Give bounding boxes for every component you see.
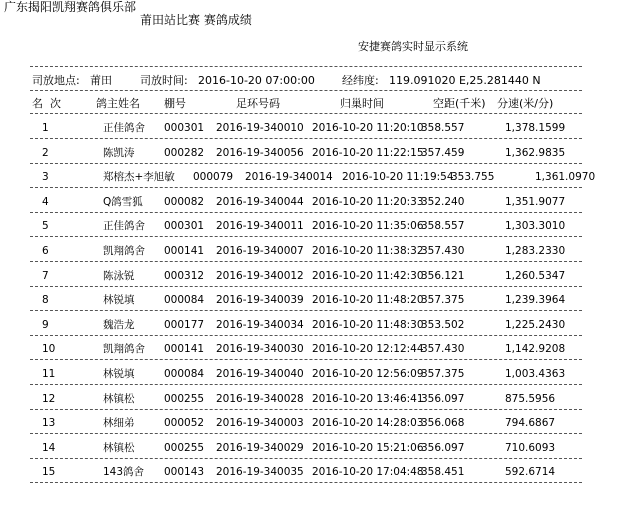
cell-ring: 2016-19-340039	[216, 294, 304, 307]
cell-ring: 2016-19-340044	[216, 195, 304, 208]
cell-rank: 2	[42, 146, 49, 159]
col-header-speed: 分速(米/分)	[497, 97, 554, 110]
cell-time: 2016-10-20 11:48:30	[312, 318, 424, 331]
cell-dist: 353.755	[451, 171, 495, 184]
cell-speed: 1,142.9208	[505, 343, 566, 356]
row-divider	[30, 236, 582, 237]
cell-loft: 000301	[164, 220, 205, 233]
coords: 119.091020 E,25.281440 N	[389, 74, 541, 87]
cell-time: 2016-10-20 17:04:48	[312, 466, 424, 479]
cell-owner: 陈凯涛	[103, 146, 135, 159]
cell-speed: 1,351.9077	[505, 195, 566, 208]
cell-ring: 2016-19-340056	[216, 146, 304, 159]
table-row	[0, 141, 636, 165]
table-row	[0, 264, 636, 288]
cell-rank: 8	[42, 294, 49, 307]
cell-owner: 凯翔鸽舍	[103, 245, 145, 257]
cell-ring: 2016-19-340028	[216, 392, 304, 405]
cell-dist: 357.375	[421, 294, 465, 307]
cell-ring: 2016-19-340014	[245, 171, 333, 184]
table-row	[0, 387, 636, 411]
col-header-loft: 棚号	[164, 97, 186, 110]
cell-speed: 1,362.9835	[505, 146, 566, 159]
row-divider	[30, 384, 582, 385]
row-divider	[30, 335, 582, 336]
table-row	[0, 362, 636, 386]
row-divider	[30, 458, 582, 459]
race-title: 莆田站比赛 赛鸽成绩	[140, 13, 252, 27]
cell-dist: 356.121	[421, 269, 465, 282]
row-divider	[30, 286, 582, 287]
cell-time: 2016-10-20 12:12:44	[312, 343, 424, 356]
cell-dist: 357.430	[421, 245, 465, 257]
row-divider	[30, 261, 582, 262]
cell-ring: 2016-19-340007	[216, 245, 304, 257]
col-header-owner: 鸽主姓名	[96, 97, 140, 110]
cell-speed: 1,239.3964	[505, 294, 566, 307]
cell-dist: 352.240	[421, 195, 465, 208]
cell-speed: 875.5956	[505, 392, 556, 405]
cell-dist: 357.430	[421, 343, 465, 356]
cell-owner: 林锐填	[103, 368, 135, 380]
row-divider	[30, 482, 582, 483]
row-divider	[30, 163, 582, 164]
row-divider	[30, 212, 582, 213]
row-divider	[30, 310, 582, 311]
cell-dist: 358.557	[421, 220, 465, 233]
cell-rank: 6	[42, 245, 49, 257]
release-time-label: 司放时间:	[140, 74, 188, 87]
system-name: 安捷赛鸽实时显示系统	[358, 40, 468, 53]
cell-rank: 9	[42, 318, 49, 331]
cell-speed: 710.6093	[505, 441, 556, 454]
cell-speed: 1,283.2330	[505, 245, 566, 257]
cell-dist: 358.451	[421, 466, 465, 479]
cell-owner: 凯翔鸽舍	[103, 343, 145, 356]
cell-loft: 000312	[164, 269, 205, 282]
cell-time: 2016-10-20 13:46:41	[312, 392, 424, 405]
table-row	[0, 116, 636, 140]
table-row	[0, 214, 636, 238]
cell-speed: 1,260.5347	[505, 269, 566, 282]
cell-ring: 2016-19-340030	[216, 343, 304, 356]
cell-speed: 1,003.4363	[505, 368, 566, 380]
cell-time: 2016-10-20 11:35:06	[312, 220, 424, 233]
cell-rank: 11	[42, 368, 56, 380]
table-row	[0, 313, 636, 337]
cell-speed: 592.6714	[505, 466, 556, 479]
cell-owner: 魏浩龙	[103, 318, 135, 331]
cell-owner: 郑榕杰+李旭敏	[103, 171, 175, 184]
release-place: 莆田	[90, 74, 112, 87]
table-row	[0, 411, 636, 435]
col-header-ring: 足环号码	[236, 97, 280, 110]
cell-speed: 1,378.1599	[505, 122, 566, 134]
club-title: 广东揭阳凯翔赛鸽俱乐部	[4, 0, 137, 14]
cell-owner: 正佳鸽舍	[103, 220, 145, 233]
coords-label: 经纬度:	[342, 74, 379, 87]
cell-ring: 2016-19-340010	[216, 122, 304, 134]
cell-speed: 1,225.2430	[505, 318, 566, 331]
row-divider	[30, 409, 582, 410]
cell-dist: 357.459	[421, 146, 465, 159]
cell-time: 2016-10-20 11:19:54	[342, 171, 454, 184]
cell-rank: 1	[42, 122, 49, 134]
divider	[30, 66, 582, 67]
cell-loft: 000255	[164, 392, 205, 405]
cell-time: 2016-10-20 12:56:09	[312, 368, 424, 380]
cell-time: 2016-10-20 14:28:03	[312, 417, 424, 430]
cell-dist: 356.097	[421, 392, 465, 405]
cell-ring: 2016-19-340011	[216, 220, 304, 233]
cell-ring: 2016-19-340035	[216, 466, 304, 479]
table-row	[0, 460, 636, 484]
table-row	[0, 288, 636, 312]
divider	[30, 113, 582, 114]
cell-loft: 000084	[164, 368, 205, 380]
cell-loft: 000177	[164, 318, 205, 331]
cell-time: 2016-10-20 11:42:30	[312, 269, 424, 282]
cell-loft: 000082	[164, 195, 205, 208]
cell-owner: Q鸽雪狐	[103, 195, 143, 208]
cell-loft: 000141	[164, 245, 205, 257]
table-row	[0, 190, 636, 214]
cell-rank: 3	[42, 171, 49, 184]
table-row	[0, 239, 636, 263]
cell-time: 2016-10-20 11:38:32	[312, 245, 424, 257]
cell-rank: 4	[42, 195, 49, 208]
cell-loft: 000052	[164, 417, 205, 430]
cell-time: 2016-10-20 11:48:20	[312, 294, 424, 307]
cell-dist: 358.557	[421, 122, 465, 134]
cell-owner: 林细弟	[103, 417, 135, 430]
row-divider	[30, 187, 582, 188]
release-place-label: 司放地点:	[32, 74, 80, 87]
table-row	[0, 337, 636, 361]
col-header-time: 归巢时间	[340, 97, 384, 110]
cell-owner: 林锐填	[103, 294, 135, 307]
cell-time: 2016-10-20 11:20:10	[312, 122, 424, 134]
cell-rank: 7	[42, 269, 49, 282]
col-header-rank: 名 次	[32, 97, 61, 110]
cell-rank: 12	[42, 392, 56, 405]
cell-ring: 2016-19-340003	[216, 417, 304, 430]
cell-time: 2016-10-20 15:21:06	[312, 441, 424, 454]
cell-rank: 13	[42, 417, 56, 430]
col-header-distance: 空距(千米)	[433, 97, 486, 110]
cell-owner: 林镇松	[103, 441, 135, 454]
cell-loft: 000282	[164, 146, 205, 159]
cell-ring: 2016-19-340034	[216, 318, 304, 331]
divider	[30, 90, 582, 91]
cell-loft: 000255	[164, 441, 205, 454]
release-time: 2016-10-20 07:00:00	[198, 74, 315, 87]
cell-dist: 356.068	[421, 417, 465, 430]
cell-loft: 000084	[164, 294, 205, 307]
row-divider	[30, 433, 582, 434]
cell-dist: 357.375	[421, 368, 465, 380]
cell-dist: 356.097	[421, 441, 465, 454]
row-divider	[30, 359, 582, 360]
table-row	[0, 165, 636, 189]
cell-rank: 10	[42, 343, 56, 356]
cell-time: 2016-10-20 11:20:33	[312, 195, 424, 208]
table-row	[0, 436, 636, 460]
cell-speed: 794.6867	[505, 417, 556, 430]
cell-ring: 2016-19-340029	[216, 441, 304, 454]
cell-owner: 正佳鸽舍	[103, 122, 145, 134]
cell-owner: 143鸽舍	[103, 466, 145, 479]
cell-loft: 000143	[164, 466, 205, 479]
cell-dist: 353.502	[421, 318, 465, 331]
cell-rank: 14	[42, 441, 56, 454]
cell-ring: 2016-19-340040	[216, 368, 304, 380]
cell-time: 2016-10-20 11:22:15	[312, 146, 424, 159]
cell-loft: 000079	[193, 171, 234, 184]
cell-rank: 5	[42, 220, 49, 233]
cell-speed: 1,303.3010	[505, 220, 566, 233]
cell-loft: 000301	[164, 122, 205, 134]
cell-rank: 15	[42, 466, 56, 479]
cell-owner: 林镇松	[103, 392, 135, 405]
cell-owner: 陈泳锐	[103, 269, 135, 282]
cell-speed: 1,361.0970	[535, 171, 596, 184]
cell-loft: 000141	[164, 343, 205, 356]
row-divider	[30, 138, 582, 139]
cell-ring: 2016-19-340012	[216, 269, 304, 282]
